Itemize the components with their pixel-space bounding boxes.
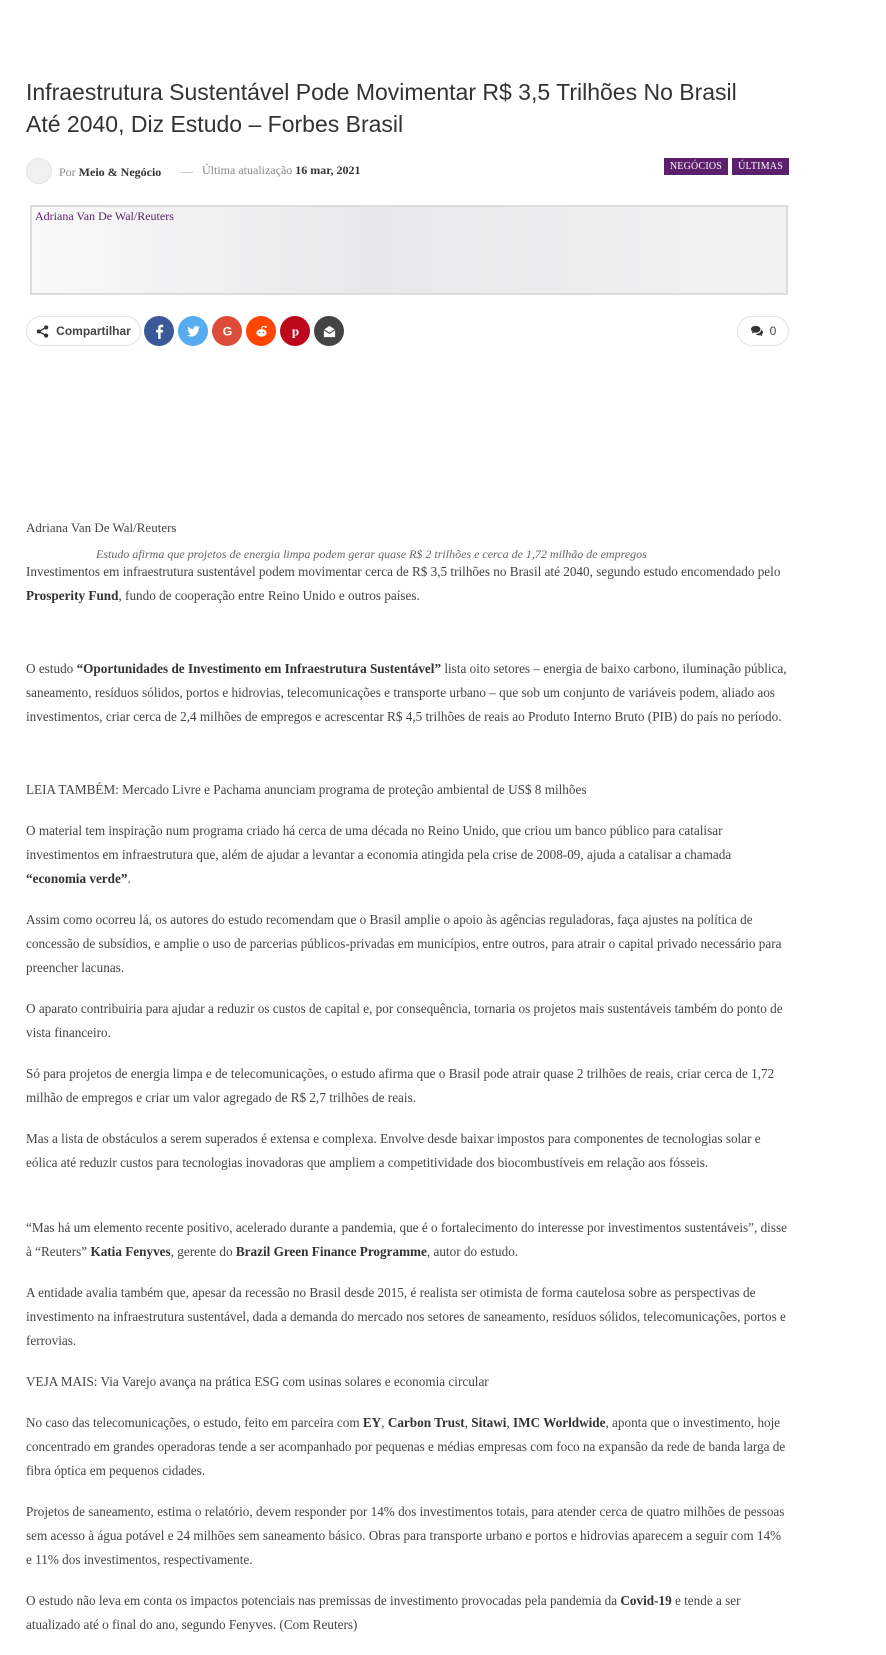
pinterest-icon — [288, 324, 303, 339]
article-meta — [26, 158, 789, 186]
twitter-icon — [186, 324, 201, 339]
tag-ultimas[interactable]: ÚLTIMAS — [732, 158, 789, 175]
paragraph: A entidade avalia também que, apesar da recessão no Brasil desde 2015, é realista ser otimista de forma cautelosa sobre as perspectivas de investimento na infraestrutura sustentável, dada a demanda do mercado nos setores de saneamento, resíduos sólidos, telecomunicações, portos e ferrovias. — [26, 1285, 786, 1348]
share-icon — [36, 325, 49, 338]
svg-text:G: G — [222, 324, 232, 339]
featured-image — [30, 205, 788, 295]
reddit-share-button[interactable] — [246, 316, 276, 346]
envelope-icon — [322, 324, 337, 339]
author-avatar[interactable] — [26, 158, 52, 184]
paragraph — [26, 1589, 789, 1637]
text: “Mas há um elemento recente positivo, acelerado durante a pandemia, que é o fortalecimento do interesse por investimentos sustentáveis”, disse à “Reuters” — [26, 1220, 787, 1259]
email-share-button[interactable] — [314, 316, 344, 346]
paragraph — [26, 657, 789, 729]
related-link[interactable]: VEJA MAIS: Via Varejo avança na prática ESG com usinas solares e economia circular — [26, 1374, 489, 1389]
comments-icon — [750, 325, 764, 337]
text: , aponta que o investimento, hoje concentrado em grandes operadoras tende a ser acompanhado por pequenas e médias empresas com foco na expansão da rede de banda larga de fibra óptica em pequenos cidades. — [26, 1415, 786, 1478]
byline — [59, 165, 161, 180]
text: No caso das telecomunicações, o estudo, feito em parceira com — [26, 1415, 363, 1430]
text: , — [506, 1415, 513, 1430]
text: O material tem inspiração num programa criado há cerca de uma década no Reino Unido, que criou um banco público para catalisar investimentos em infraestrutura que, além de ajudar a levantar a economia atingida pela crise de 2008-09, ajuda a catalisar a chamada — [26, 823, 732, 862]
text: , fundo de cooperação entre Reino Unido e outros países. — [118, 588, 420, 603]
facebook-icon — [152, 324, 167, 339]
paragraph: Mas a lista de obstáculos a serem superados é extensa e complexa. Envolve desde baixar impostos para componentes de tecnologias solar e eólica até reduzir custos para tecnologias inovadoras que ampliem a competitividade dos biocombustíveis em relação aos fósseis. — [26, 1131, 761, 1170]
share-button[interactable] — [26, 316, 141, 346]
paragraph: Projetos de saneamento, estima o relatório, devem responder por 14% dos investimentos totais, para atender cerca de quatro milhões de pessoas sem acesso à água potável e 24 milhões sem saneamento básico. Obras para transporte urbano e portos e hidrovias aparecem a seguir com 14% e 11% dos investimentos, respectivamente. — [26, 1504, 785, 1567]
bold-text: Prosperity Fund — [26, 588, 119, 603]
bold-text: “Oportunidades de Investimento em Infraestrutura Sustentável” — [76, 661, 442, 676]
paragraph — [26, 1216, 789, 1264]
article-title: Infraestrutura Sustentável Pode Movimentar R$ 3,5 Trilhões No Brasil Até 2040, Diz Estudo – Forbes Brasil — [26, 79, 737, 137]
bold-text: Sitawi — [471, 1415, 507, 1430]
text: lista oito setores – energia de baixo carbono, iluminação pública, saneamento, resíduos sólidos, portos e hidrovias, telecomunicações e transporte urbano – que sob um conjunto de variáveis podem, aliado aos investimentos, criar cerca de 2,4 milhões de empregos e acrescentar R$ 4,5 trilhões de reais ao Produto Interno Bruto (PIB) do país no período. — [26, 661, 787, 724]
reddit-icon — [254, 324, 269, 339]
paragraph — [26, 1411, 789, 1483]
text: O estudo não leva em conta os impactos potenciais nas premissas de investimento provocadas pela pandemia da — [26, 1593, 621, 1608]
google-icon — [220, 324, 235, 339]
bold-text: Katia Fenyves — [90, 1244, 171, 1259]
text: . — [127, 871, 131, 886]
paragraph — [26, 560, 789, 608]
text: , — [381, 1415, 388, 1430]
bold-text: Carbon Trust — [387, 1415, 465, 1430]
tag-negocios[interactable]: NEGÓCIOS — [664, 158, 728, 175]
category-tags — [660, 158, 789, 175]
updated-value: 16 mar, 2021 — [295, 163, 361, 177]
bold-text: EY — [362, 1415, 382, 1430]
paragraph: Assim como ocorreu lá, os autores do estudo recomendam que o Brasil amplie o apoio às agências reguladoras, faça ajustes na política de concessão de subsídios, e amplie o uso de parcerias públicos-privadas em municípios, entre outros, para atrair o capital privado necessário para preencher lacunas. — [26, 912, 782, 975]
facebook-share-button[interactable] — [144, 316, 174, 346]
share-label: Compartilhar — [56, 324, 131, 338]
updated-date — [202, 163, 361, 178]
share-bar — [26, 316, 789, 350]
bold-text: Brazil Green Finance Programme — [235, 1244, 427, 1259]
by-prefix: Por — [59, 165, 76, 179]
google-share-button[interactable] — [212, 316, 242, 346]
bold-text: “economia verde” — [26, 871, 128, 886]
text: , — [464, 1415, 472, 1430]
photo-credit: Adriana Van De Wal/Reuters — [26, 520, 177, 535]
text: Investimentos em infraestrutura sustentável podem movimentar cerca de R$ 3,5 trilhões no Brasil até 2040, segundo estudo encomendado pelo — [26, 564, 781, 579]
bold-text: Covid-19 — [620, 1593, 672, 1608]
photo-caption: Estudo afirma que projetos de energia limpa podem gerar quase R$ 2 trilhões e cerca de 1,72 milhão de empregos — [96, 547, 647, 561]
text: , autor do estudo. — [426, 1244, 519, 1259]
pinterest-share-button[interactable] — [280, 316, 310, 346]
text: O estudo — [26, 661, 77, 676]
paragraph — [26, 819, 789, 891]
comments-button[interactable] — [737, 316, 789, 346]
text: , gerente do — [170, 1244, 236, 1259]
svg-text:p: p — [291, 323, 299, 339]
paragraph: O aparato contribuiria para ajudar a reduzir os custos de capital e, por consequência, tornaria os projetos mais sustentáveis também do ponto de vista financeiro. — [26, 1001, 783, 1040]
bold-text: IMC Worldwide — [513, 1415, 606, 1430]
text: e tende a ser atualizado até o final do ano, segundo Fenyves. (Com Reuters) — [26, 1593, 741, 1632]
meta-separator: — — [181, 164, 193, 178]
related-link[interactable]: LEIA TAMBÉM: Mercado Livre e Pachama anunciam programa de proteção ambiental de US$ 8 milhões — [26, 782, 587, 797]
author-link[interactable]: Meio & Negócio — [78, 165, 162, 179]
image-alt-caption: Adriana Van De Wal/Reuters — [35, 209, 174, 223]
comments-count: 0 — [769, 324, 777, 338]
twitter-share-button[interactable] — [178, 316, 208, 346]
paragraph: Só para projetos de energia limpa e de telecomunicações, o estudo afirma que o Brasil pode atrair quase 2 trilhões de reais, criar cerca de 1,72 milhão de empregos e criar um valor agregado de R$ 2,7 trilhões de reais. — [26, 1066, 775, 1105]
updated-label: Última atualização — [202, 163, 293, 177]
